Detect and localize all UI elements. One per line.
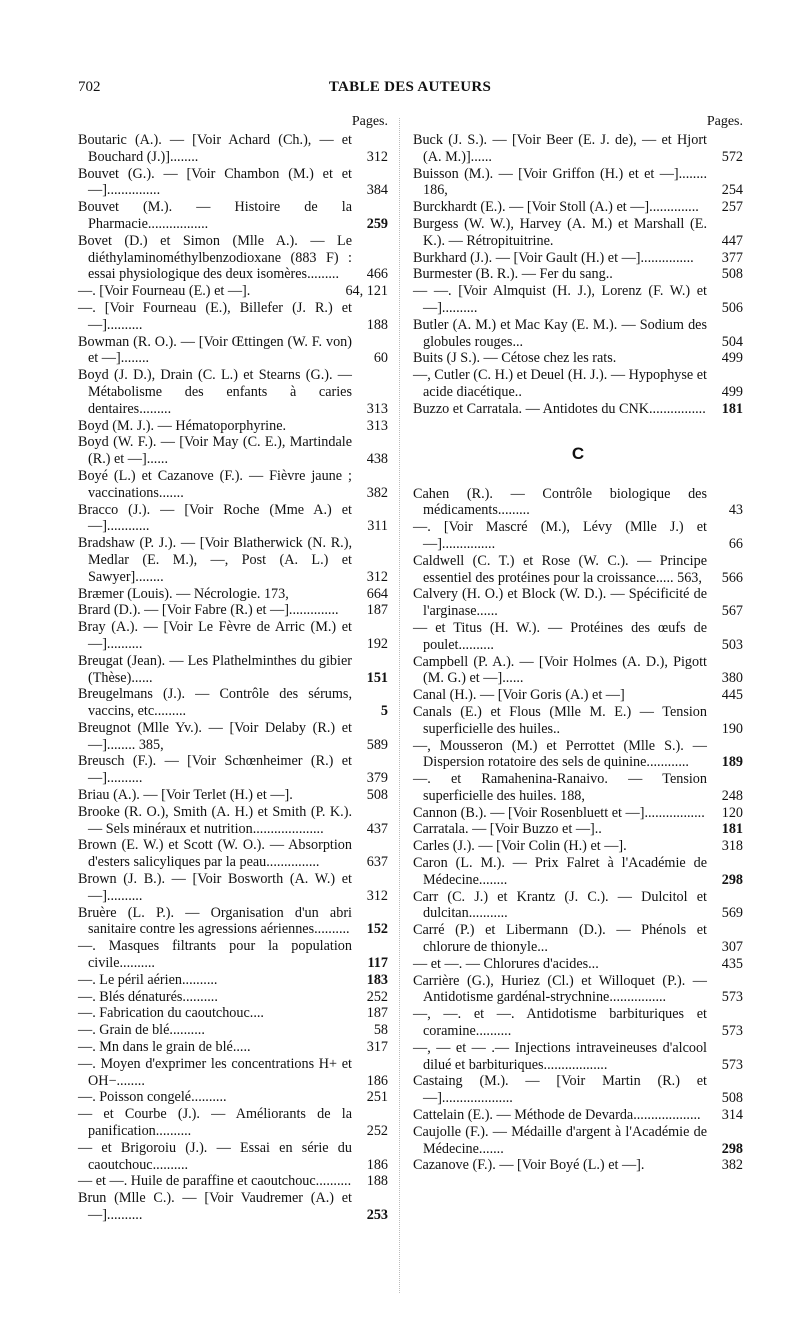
page-reference: 379 [366,770,388,787]
index-entry [78,233,388,283]
page-reference: 312 [366,148,388,165]
index-entry [413,519,743,553]
pages-column-header: Pages. [706,114,743,129]
index-entry [413,350,743,367]
entry-text: Canals (E.) et Flous (Mlle M. E.) — Tension superficielle des huiles.. [413,703,707,737]
entry-text: Bradshaw (P. J.). — [Voir Blatherwick (N. R.), Medlar (E. M.), —, Post (A. L.) et Sawyer]........ [78,535,352,585]
entry-text: Carles (J.). — [Voir Colin (H.) et —]. [413,838,627,855]
entry-text: Castaing (M.). — [Voir Martin (R.) et —].................... [413,1073,707,1107]
page-reference: 445 [721,687,743,704]
index-entry [413,956,743,973]
entry-text: — et Brigoroiu (J.). — Essai en série du caoutchouc.......... [78,1139,352,1173]
index-entry [78,905,388,939]
index-entry [413,838,743,855]
entry-text: Cazanove (F.). — [Voir Boyé (L.) et —]. [413,1157,645,1174]
page-reference: 254 [721,182,743,199]
page-reference: 188 [366,1173,388,1190]
page-reference: 508 [721,266,743,283]
index-entry [78,418,388,435]
entry-text: Cahen (R.). — Contrôle biologique des médicaments......... [413,485,707,519]
index-entry [413,771,743,805]
section-letter: C [571,443,585,463]
entry-text: — et —. — Chlorures d'acides... [413,955,599,972]
entry-text: Campbell (P. A.). — [Voir Holmes (A. D.), Pigott (M. G.) et —]...... [413,653,707,687]
index-entry [78,300,388,334]
index-entry [413,586,743,620]
index-entry [413,283,743,317]
page-reference: 248 [721,787,743,804]
entry-text: Boutaric (A.). — [Voir Achard (Ch.), — et Bouchard (J.)]........ [78,132,352,165]
index-entry [78,686,388,720]
entry-text: Carrière (G.), Huriez (Cl.) et Willoquet (P.). — Antidotisme gardénal-strychnine................ [413,972,707,1006]
entry-text: Breusch (F.). — [Voir Schœnheimer (R.) et —].......... [78,753,352,787]
page-reference: 117 [367,955,388,972]
index-entry [413,1040,743,1074]
entry-text: — et Courbe (J.). — Améliorants de la panification.......... [78,1106,352,1140]
page-reference: 311 [367,518,388,535]
index-entry [78,753,388,787]
page-reference: 152 [366,921,388,938]
index-entry [78,502,388,536]
entry-text: Buck (J. S.). — [Voir Beer (E. J. de), — et Hjort (A. M.)]...... [413,132,707,165]
page-reference: 64, 121 [345,283,388,300]
entry-text: Burkhard (J.). — [Voir Gault (H.) et —]............... [413,249,694,266]
page-reference: 503 [721,636,743,653]
index-entry [78,468,388,502]
index-entry [413,367,743,401]
page-reference: 506 [721,299,743,316]
left-entries [78,132,388,1224]
index-entry [413,738,743,772]
index-entry [78,1140,388,1174]
page-reference: 43 [728,502,743,519]
page-header [78,79,742,99]
page-reference: 589 [366,736,388,753]
entry-text: Boyd (W. F.). — [Voir May (C. E.), Martindale (R.) et —]...... [78,434,352,468]
index-entry [413,704,743,738]
index-entry [413,401,743,418]
entry-text: —. Fabrication du caoutchouc.... [78,1005,264,1022]
page-reference: 447 [721,232,743,249]
entry-text: Carré (P.) et Libermann (D.). — Phénols et chlorure de thionyle... [413,922,707,956]
entry-text: Carr (C. J.) et Krantz (J. C.). — Dulcitol et dulcitan........... [413,888,707,922]
page-reference: 499 [721,350,743,367]
page-reference: 187 [366,1005,388,1022]
entry-text: —. Grain de blé.......... [78,1022,205,1039]
index-entry [413,1006,743,1040]
page-reference: 181 [721,821,743,838]
index-entry [78,602,388,619]
entry-text: —. Masques filtrants pour la population civile.......... [78,938,352,972]
page-reference: 252 [366,988,388,1005]
index-entry [78,720,388,754]
entry-text: Boyd (J. D.), Drain (C. L.) et Stearns (G.). — Métabolisme des enfants à caries dentaires......... [78,367,352,417]
entry-text: Cannon (B.). — [Voir Rosenbluett et —]................. [413,804,705,821]
right-entries-c [413,486,743,1175]
page-reference: 190 [721,720,743,737]
page-reference: 499 [721,383,743,400]
page-reference: 58 [373,1022,388,1039]
entry-text: — et —. Huile de paraffine et caoutchouc.......... [78,1173,352,1190]
index-entry [78,871,388,905]
page-reference: 259 [366,215,388,232]
index-entry [78,837,388,871]
page-reference: 186 [366,1156,388,1173]
index-entry [78,1173,388,1190]
entry-text: —. Le péril aérien.......... [78,971,218,988]
index-entry [78,132,388,166]
page-reference: 252 [366,1123,388,1140]
left-column [78,112,388,1224]
column-divider [399,118,400,1293]
entry-text: Breugat (Jean). — Les Plathelminthes du gibier (Thèse)...... [78,652,352,686]
index-entry [78,804,388,838]
entry-text: Burmester (B. R.). — Fer du sang.. [413,266,613,283]
index-entry [413,973,743,1007]
page-reference: 298 [721,871,743,888]
index-entry [78,1022,388,1039]
entry-text: Burgess (W. W.), Harvey (A. M.) et Marshall (E. K.). — Rétropituitrine. [413,215,707,249]
page-reference: 438 [366,451,388,468]
index-entry [78,434,388,468]
page-reference: 257 [721,199,743,216]
entry-text: —, — et — .— Injections intraveineuses d'alcool dilué et barbituriques.................. [413,1039,707,1073]
index-entry [413,317,743,351]
entry-text: —. [Voir Fourneau (E.), Billefer (J. R.) et —].......... [78,299,352,333]
entry-text: Brooke (R. O.), Smith (A. H.) et Smith (P. K.). — Sels minéraux et nutrition.................... [78,803,352,837]
entry-text: Caujolle (F.). — Médaille d'argent à l'Académie de Médecine....... [413,1123,707,1157]
page-reference: 508 [366,787,388,804]
index-entry [413,250,743,267]
entry-text: —. et Ramahenina-Ranaivo. — Tension superficielle des huiles. 188, [413,771,707,804]
page-reference: 384 [366,182,388,199]
index-entry [78,283,388,300]
index-entry [78,199,388,233]
entry-text: —. [Voir Mascré (M.), Lévy (Mlle J.) et —]............... [413,519,707,552]
entry-text: Bovet (D.) et Simon (Mlle A.). — Le diéthylaminométhylbenzodioxane (883 F) : essai physiologique des deux isomères......... [78,232,352,283]
entry-text: Brun (Mlle C.). — [Voir Vaudremer (A.) et —].......... [78,1190,352,1223]
entry-text: Butler (A. M.) et Mac Kay (E. M.). — Sodium des globules rouges... [413,316,707,350]
page-reference: 253 [366,1207,388,1223]
page-reference: 382 [366,484,388,501]
page-reference: 181 [721,400,743,417]
page-reference: 435 [721,955,743,972]
page-reference: 573 [721,989,743,1006]
entry-text: —. Blés dénaturés.......... [78,988,218,1005]
index-entry [413,266,743,283]
entry-text: Caron (L. M.). — Prix Falret à l'Académie de Médecine........ [413,855,707,888]
entry-text: Brown (E. W.) et Scott (W. O.). — Absorption d'esters salicyliques par la peau............... [78,837,352,871]
index-entry [78,787,388,804]
right-column [413,112,743,1174]
index-entry [413,821,743,838]
entry-text: Breugelmans (J.). — Contrôle des sérums, vaccins, etc......... [78,686,352,720]
page-reference: 380 [721,670,743,687]
entry-text: — —. [Voir Almquist (H. J.), Lorenz (F. W.) et —].......... [413,283,707,316]
index-entry [413,889,743,923]
entry-text: Briau (A.). — [Voir Terlet (H.) et —]. [78,787,293,804]
page-reference: 298 [721,1140,743,1157]
index-entry [78,166,388,200]
entry-text: Burckhardt (E.). — [Voir Stoll (A.) et —].............. [413,199,699,216]
page-reference: 566 [721,569,743,586]
entry-text: Caldwell (C. T.) et Rose (W. C.). — Principe essentiel des protéines pour la croissance..... 563, [413,552,707,586]
entry-text: —, Cutler (C. H.) et Deuel (H. J.). — Hypophyse et acide diacétique.. [413,367,707,400]
index-entry [413,486,743,520]
page-reference: 186 [366,1072,388,1089]
page-reference: 318 [721,838,743,855]
entry-text: Bræmer (Louis). — Nécrologie. 173, [78,585,289,602]
entry-text: Cattelain (E.). — Méthode de Devarda................... [413,1107,701,1124]
page-reference: 312 [366,887,388,904]
index-entry [78,1005,388,1022]
entry-text: Bracco (J.). — [Voir Roche (Mme A.) et —]............ [78,501,352,535]
page-reference: 66 [728,535,743,552]
page-reference: 307 [721,939,743,956]
index-entry [413,620,743,654]
entry-text: Bray (A.). — [Voir Le Fèvre de Arric (M.) et —].......... [78,619,352,652]
page-reference: 466 [366,266,388,283]
index-entry [78,1056,388,1090]
index-entry [413,805,743,822]
index-entry [413,1107,743,1124]
page-number: 702 [78,79,101,95]
page-reference: 317 [366,1039,388,1056]
entry-text: Bowman (R. O.). — [Voir Œttingen (W. F. von) et —]........ [78,333,352,367]
page-reference: 183 [366,971,388,988]
index-entry [78,989,388,1006]
index-entry [78,535,388,585]
page-reference: 637 [366,854,388,871]
page-reference: 187 [366,602,388,619]
entry-text: —. [Voir Fourneau (E.) et —]. [78,283,251,300]
page-reference: 5 [380,703,388,720]
index-entry [413,216,743,250]
entry-text: —. Mn dans le grain de blé..... [78,1039,251,1056]
entry-text: Brard (D.). — [Voir Fabre (R.) et —].............. [78,602,339,619]
page-reference: 573 [721,1023,743,1040]
index-entry [413,1073,743,1107]
entry-text: Buzzo et Carratala. — Antidotes du CNK................ [413,400,706,417]
index-entry [413,1124,743,1158]
index-entry [78,653,388,687]
page-reference: 60 [373,350,388,367]
page-reference: 192 [366,635,388,652]
page-reference: 572 [721,148,743,165]
right-entries-b [413,132,743,418]
entry-text: Canal (H.). — [Voir Goris (A.) et —] [413,687,625,704]
index-entry [78,334,388,368]
index-entry [413,1157,743,1174]
index-entry [413,922,743,956]
index-entry [413,166,743,200]
page-reference: 437 [366,820,388,837]
page-reference: 573 [721,1056,743,1073]
entry-text: Brown (J. B.). — [Voir Bosworth (A. W.) et —].......... [78,871,352,904]
page-reference: 151 [366,669,388,686]
entry-text: Calvery (H. O.) et Block (W. D.). — Spécificité de l'arginase...... [413,586,707,620]
index-entry [78,586,388,603]
entry-text: — et Titus (H. W.). — Protéines des œufs de poulet.......... [413,619,707,653]
index-entry [78,367,388,417]
page-reference: 120 [721,804,743,821]
entry-text: —. Moyen d'exprimer les concentrations H+ et OH−........ [78,1055,352,1089]
index-entry [413,199,743,216]
entry-text: Boyd (M. J.). — Hématoporphyrine. [78,417,287,434]
index-entry [78,1190,388,1224]
index-entry [78,938,388,972]
page-reference: 377 [721,249,743,266]
entry-text: —, —. et —. Antidotisme barbituriques et coramine.......... [413,1006,707,1040]
page-reference: 382 [721,1157,743,1174]
index-entry [78,972,388,989]
index-entry [78,1106,388,1140]
page-reference: 567 [721,603,743,620]
entry-text: Bouvet (M.). — Histoire de la Pharmacie................. [78,199,352,232]
index-entry [413,855,743,889]
page-reference: 569 [721,905,743,922]
entry-text: Bruère (L. P.). — Organisation d'un abri sanitaire contre les agressions aériennes.......... [78,904,352,938]
index-entry [78,1089,388,1106]
page-reference: 664 [366,585,388,602]
entry-text: Buits (J S.). — Cétose chez les rats. [413,350,617,367]
entry-text: —, Mousseron (M.) et Perrottet (Mlle S.). — Dispersion rotatoire des sels de quinine............ [413,737,707,771]
page-reference: 313 [366,400,388,417]
page-reference: 189 [721,754,743,771]
index-entry [413,132,743,166]
pages-column-header: Pages. [351,114,388,129]
entry-text: Bouvet (G.). — [Voir Chambon (M.) et et —]............... [78,165,352,199]
index-entry [78,1039,388,1056]
page-reference: 504 [721,333,743,350]
entry-text: —. Poisson congelé.......... [78,1089,227,1106]
entry-text: Buisson (M.). — [Voir Griffon (H.) et et —]........ 186, [413,165,707,199]
entry-text: Boyé (L.) et Cazanove (F.). — Fièvre jaune ; vaccinations....... [78,467,352,501]
index-entry [413,687,743,704]
index-entry [413,654,743,688]
entry-text: Breugnot (Mlle Yv.). — [Voir Delaby (R.) et —]........ 385, [78,719,352,753]
entry-text: Carratala. — [Voir Buzzo et —].. [413,821,602,838]
page-reference: 251 [366,1089,388,1106]
index-entry [413,553,743,587]
index-entry [78,619,388,653]
page-reference: 508 [721,1090,743,1107]
page-reference: 312 [366,568,388,585]
page-reference: 188 [366,316,388,333]
page-reference: 314 [721,1107,743,1124]
running-title: TABLE DES AUTEURS [328,79,492,95]
page-reference: 313 [366,417,388,434]
